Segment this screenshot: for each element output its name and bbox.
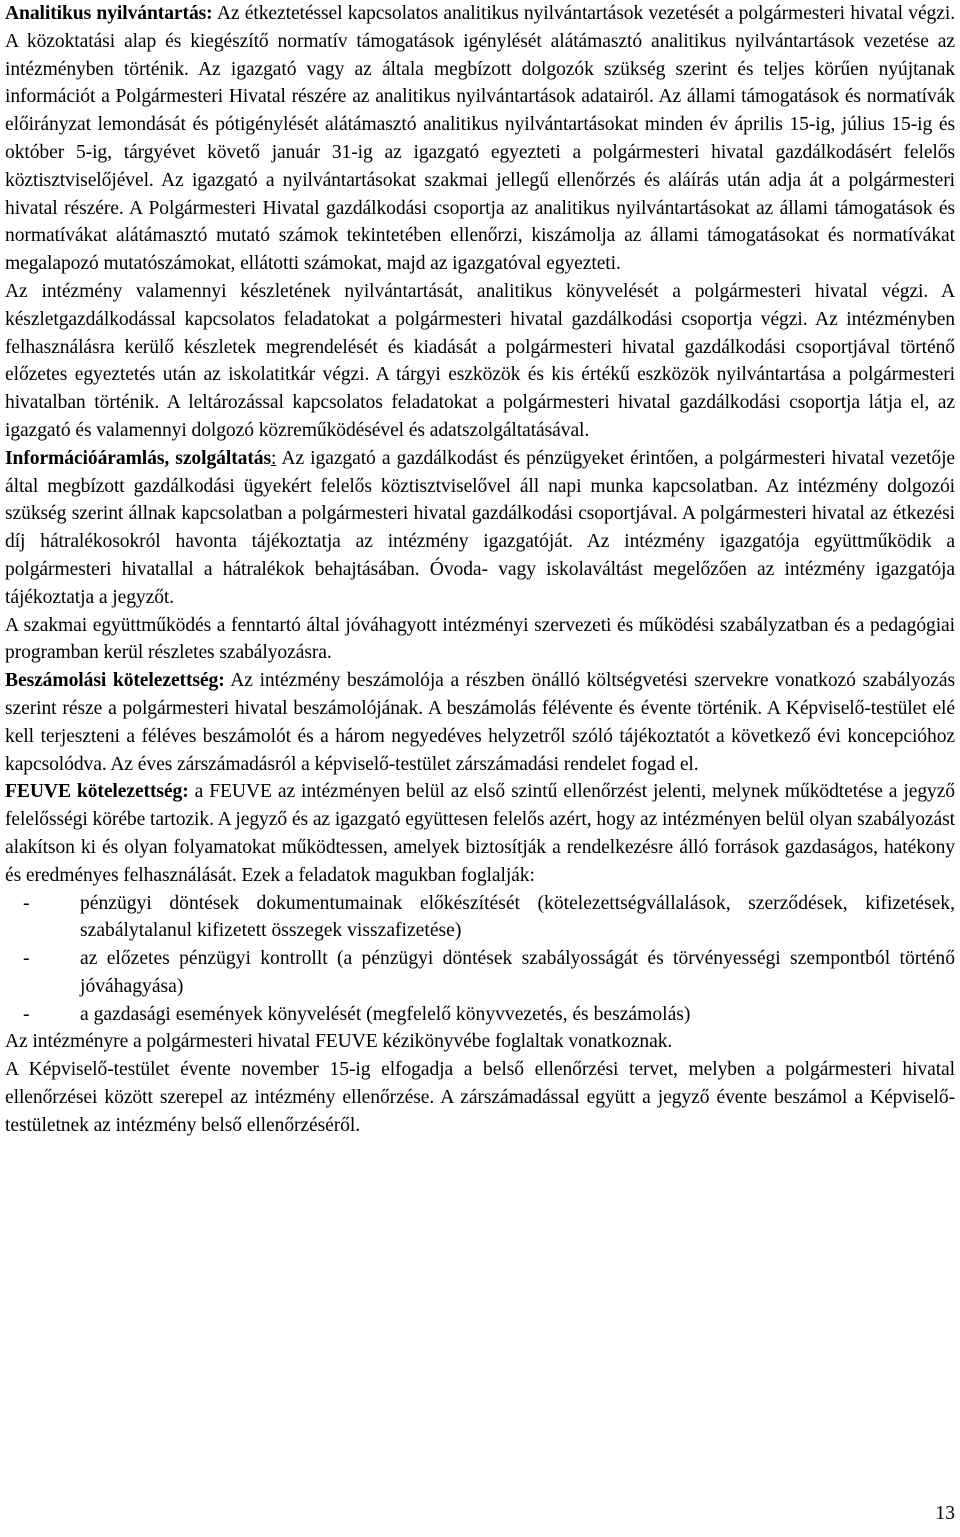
list-item-text: pénzügyi döntések dokumentumainak előkészítését (kötelezettségvállalások, szerződések, kifizetések, szabálytalanul kifizetett összegek visszafizetése) [80,892,955,942]
paragraph-text: Az intézmény valamennyi készletének nyilvántartását, analitikus könyvelését a polgármesteri hivatal végzi. A készletgazdálkodással kapcsolatos feladatokat a polgármesteri hivatal gazdálkodási csoportja végzi. Az intézményben felhasználásra kerülő készletek megrendelését és kiadását a polgármesteri hivatal gazdálkodási csoportjával történő előzetes egyeztetés után az iskolatitkár végzi. A tárgyi eszközök és kis értékű eszközök nyilvántartása a polgármesteri hivatalban történik. A leltározással kapcsolatos feladatokat a polgármesteri hivatal gazdálkodási csoportja látja el, az igazgató és valamennyi dolgozó közreműködésével és adatszolgáltatásával. [5,280,955,441]
paragraph-feuve-kotelezettseg [5,778,955,889]
list-item [5,945,955,1001]
paragraph-text: A Képviselő-testület évente november 15-ig elfogadja a belső ellenőrzési tervet, melyben a polgármesteri hivatal ellenőrzései között szerepel az intézmény ellenőrzése. A zárszámadással együtt a jegyző évente beszámol a Képviselő-testületnek az intézmény belső ellenőrzéséről. [5,1059,955,1136]
paragraph-text: Az intézményre a polgármesteri hivatal FEUVE kézikönyvébe foglaltak vonatkoznak. [5,1031,673,1053]
document-page [5,0,955,1140]
paragraph-belso-ellenorzes [5,1056,955,1139]
feuve-task-list [5,890,955,1029]
page-number: 13 [935,1503,955,1524]
list-dash: - [23,1003,30,1025]
heading-informacioaramlas: Információáramlás, szolgáltatás [5,447,271,469]
heading-feuve-kotelezettseg: FEUVE kötelezettség: [5,781,189,803]
paragraph-text: A szakmai együttműködés a fenntartó által jóváhagyott intézményi szervezeti és működési szabályzatban és a pedagógiai programban kerül részletes szabályozásra. [5,614,955,664]
list-item-text: az előzetes pénzügyi kontrollt (a pénzügyi döntések szabályosságát és törvényességi szempontból történő jóváhagyása) [80,948,955,997]
heading-colon: : [270,447,277,469]
paragraph-szakmai-egyuttmukodes [5,612,955,668]
paragraph-analitikus-nyilvantartas [5,0,955,278]
paragraph-feuve-kezikonyv [5,1028,955,1056]
paragraph-beszamolasi-kotelezettseg [5,667,955,778]
list-item-text: a gazdasági események könyvelését (megfelelő könyvvezetés, és beszámolás) [80,1003,691,1025]
heading-beszamolasi-kotelezettseg: Beszámolási kötelezettség: [5,670,225,692]
paragraph-keszletgazdalkodas [5,278,955,445]
paragraph-informacioaramlas [5,445,955,612]
paragraph-text: Az intézmény beszámolója a részben önálló költségvetési szervekre vonatkozó szabályozás szerint része a polgármesteri hivatal beszámolójának. A beszámolás félévente és évente történik. A Képviselő-testület elé kell terjeszteni a féléves beszámolót és a három negyedéves helyzetről szóló tájékoztatót a következő évi koncepcióhoz kapcsolódva. Az éves zárszámadásról a képviselő-testület zárszámadási rendelet fogad el. [5,670,955,775]
list-item [5,1001,955,1029]
paragraph-text: Az igazgató a gazdálkodást és pénzügyeket érintően, a polgármesteri hivatal vezetője által megbízott gazdálkodási ügyekért felelős köztisztviselővel áll napi munka kapcsolatban. Az intézmény dolgozói szükség szerint állnak kapcsolatban a polgármesteri hivatal gazdálkodási csoportjával. A polgármesteri hivatal az étkezési díj hátralékosokról havonta tájékoztatja az intézmény igazgatóját. Az intézmény igazgatója együttműködik a polgármesteri hivatallal a hátralékok behajtásában. Óvoda- vagy iskolaváltást megelőzően az intézmény igazgatója tájékoztatja a jegyzőt. [5,447,956,608]
heading-analitikus-nyilvantartas: Analitikus nyilvántartás: [5,3,213,24]
list-item [5,890,955,946]
paragraph-text: a FEUVE az intézményen belül az első szintű ellenőrzést jelenti, melynek működtetése a jegyző felelősségi körébe tartozik. A jegyző és az igazgató együttesen felelős azért, hogy az intézményen belül olyan szabályozást alakítson ki és olyan folyamatokat működtessen, amelyek biztosítják a rendelkezésre álló források gazdaságos, hatékony és eredményes felhasználását. Ezek a feladatok magukban foglalják: [5,781,956,886]
list-dash: - [23,948,30,970]
paragraph-text: Az étkeztetéssel kapcsolatos analitikus nyilvántartások vezetését a polgármesteri hivatal végzi. A közoktatási alap és kiegészítő normatív támogatások igénylését alátámasztó analitikus nyilvántartások vezetése az intézményben történik. Az igazgató vagy az általa megbízott dolgozók szükség szerint és teljes körűen nyújtanak információt a Polgármesteri Hivatal részére az analitikus nyilvántartások adatairól. Az állami támogatások és normatívák előirányzat lemondását és pótigénylését alátámasztó analitikus nyilvántartásokat minden év április 15-ig, július 15-ig és október 5-ig, tárgyévet követő január 31-ig az igazgató egyezteti a polgármesteri hivatal gazdálkodásért felelős köztisztviselőjével. Az igazgató a nyilvántartásokat szakmai jellegű ellenőrzés és aláírás után adja át a polgármesteri hivatal részére. A Polgármesteri Hivatal gazdálkodási csoportja az analitikus nyilvántartásokat az állami támogatások és normatívákat alátámasztó mutató számok tekintetében ellenőrzi, kiszámolja az állami támogatásokat és normatívákat megalapozó mutatószámokat, ellátotti számokat, majd az igazgatóval egyezteti. [5,3,955,275]
list-dash: - [23,892,30,914]
